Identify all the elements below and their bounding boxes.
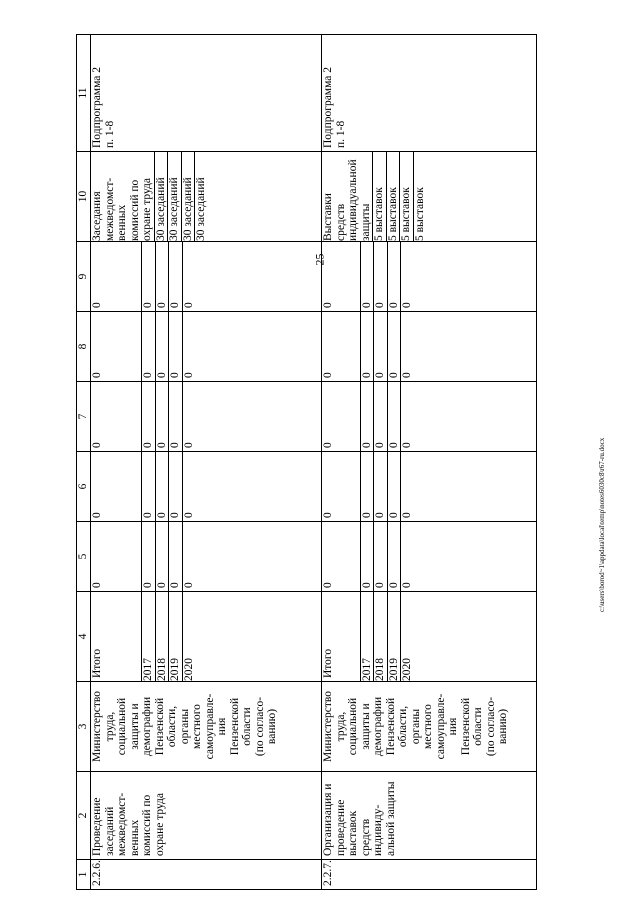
total-label: Итого bbox=[322, 648, 334, 678]
value-column bbox=[91, 242, 322, 312]
value-cell: 0 bbox=[387, 452, 401, 521]
value-column bbox=[91, 452, 322, 522]
column-number: 5 bbox=[77, 522, 91, 592]
year-label: 2017 bbox=[141, 592, 155, 681]
value-cell: 0 bbox=[400, 522, 414, 591]
indicator-cell: 30 заседаний bbox=[154, 152, 168, 241]
column-number: 9 bbox=[77, 242, 91, 312]
total-value: 0 bbox=[91, 372, 103, 378]
indicator-cell: 30 заседаний bbox=[194, 152, 208, 241]
table-row bbox=[322, 35, 537, 890]
total-value: 0 bbox=[322, 442, 334, 448]
value-cell: 0 bbox=[373, 452, 387, 521]
value-cell: 0 bbox=[182, 312, 196, 381]
value-cell: 0 bbox=[373, 382, 387, 451]
year-label: 2020 bbox=[182, 592, 196, 681]
value-cell: 0 bbox=[155, 522, 169, 591]
value-cell: 0 bbox=[155, 242, 169, 311]
indicator-cell: 30 заседаний bbox=[167, 152, 181, 241]
program-reference: Подпрограмма 2 п. 1-8 bbox=[91, 35, 322, 152]
value-cell: 0 bbox=[168, 312, 182, 381]
value-cell: 0 bbox=[400, 242, 414, 311]
total-value: 0 bbox=[322, 582, 334, 588]
year-label: 2019 bbox=[168, 592, 182, 681]
value-column bbox=[322, 452, 537, 522]
value-cell: 0 bbox=[168, 522, 182, 591]
total-value: 0 bbox=[322, 372, 334, 378]
indicator-cell: 30 заседаний bbox=[181, 152, 195, 241]
indicator-cell: 5 выставок bbox=[372, 152, 386, 241]
column-number: 8 bbox=[77, 312, 91, 382]
indicator-cell: 5 выставок bbox=[413, 152, 427, 241]
value-cell: 0 bbox=[168, 452, 182, 521]
document-file-path: c:\users\borod~1\appdata\local\temp\notes6030c8\r67-ru.docx bbox=[598, 437, 606, 612]
total-value: 0 bbox=[91, 512, 103, 518]
value-cell: 0 bbox=[360, 382, 374, 451]
value-column bbox=[322, 522, 537, 592]
activity-name: Организация и проведение выставок средств индивиду- альной защиты bbox=[322, 772, 537, 860]
value-cell: 0 bbox=[360, 242, 374, 311]
year-label: 2018 bbox=[373, 592, 387, 681]
value-cell: 0 bbox=[155, 312, 169, 381]
total-value: 0 bbox=[91, 442, 103, 448]
column-number: 10 bbox=[77, 152, 91, 242]
indicator-column bbox=[91, 152, 322, 242]
value-column bbox=[91, 312, 322, 382]
total-value: 0 bbox=[91, 302, 103, 308]
activity-number: 2.2.6. bbox=[91, 860, 322, 890]
program-activities-table bbox=[76, 34, 537, 890]
column-number: 2 bbox=[77, 772, 91, 860]
column-number: 11 bbox=[77, 35, 91, 152]
value-cell: 0 bbox=[141, 382, 155, 451]
value-cell: 0 bbox=[360, 522, 374, 591]
program-reference: Подпрограмма 2 п. 1-8 bbox=[322, 35, 537, 152]
value-column bbox=[91, 522, 322, 592]
page-number: 25 bbox=[312, 253, 327, 266]
value-cell: 0 bbox=[400, 452, 414, 521]
value-cell: 0 bbox=[360, 452, 374, 521]
value-cell: 0 bbox=[182, 452, 196, 521]
year-column bbox=[322, 592, 537, 682]
value-cell: 0 bbox=[182, 522, 196, 591]
value-cell: 0 bbox=[373, 312, 387, 381]
total-value: 0 bbox=[91, 582, 103, 588]
value-cell: 0 bbox=[141, 452, 155, 521]
column-number: 7 bbox=[77, 382, 91, 452]
value-cell: 0 bbox=[168, 382, 182, 451]
indicator-cell: 5 выставок bbox=[399, 152, 413, 241]
column-number-row bbox=[77, 35, 91, 890]
indicator-cell: 5 выставок bbox=[386, 152, 400, 241]
value-cell: 0 bbox=[400, 382, 414, 451]
indicator-header: Заседания межведомст- венных комиссий по охране труда bbox=[91, 177, 153, 241]
value-column bbox=[322, 242, 537, 312]
value-cell: 0 bbox=[387, 312, 401, 381]
table-row bbox=[91, 35, 322, 890]
total-label: Итого bbox=[91, 648, 103, 678]
column-number: 3 bbox=[77, 682, 91, 772]
value-cell: 0 bbox=[141, 522, 155, 591]
value-cell: 0 bbox=[373, 522, 387, 591]
column-number: 6 bbox=[77, 452, 91, 522]
value-cell: 0 bbox=[182, 382, 196, 451]
year-label: 2019 bbox=[387, 592, 401, 681]
value-cell: 0 bbox=[141, 242, 155, 311]
value-cell: 0 bbox=[387, 522, 401, 591]
activity-executor: Министерство труда, социальной защиты и демографии Пензенской области, органы местного самоуправле- ния Пензенской области (по согласо- ванию) bbox=[91, 682, 322, 772]
indicator-header: Выставки средств индивидуальной защиты bbox=[322, 159, 372, 241]
total-value: 0 bbox=[322, 302, 334, 308]
year-label: 2017 bbox=[360, 592, 374, 681]
activity-executor: Министерство труда, социальной защиты и демографии Пензенской области, органы местного самоуправле- ния Пензенской области (по согласо- ванию) bbox=[322, 682, 537, 772]
column-number: 1 bbox=[77, 860, 91, 890]
value-cell: 0 bbox=[387, 242, 401, 311]
value-cell: 0 bbox=[168, 242, 182, 311]
value-column bbox=[322, 382, 537, 452]
activity-number: 2.2.7. bbox=[322, 860, 537, 890]
value-cell: 0 bbox=[360, 312, 374, 381]
year-label: 2020 bbox=[400, 592, 414, 681]
value-cell: 0 bbox=[182, 242, 196, 311]
column-number: 4 bbox=[77, 592, 91, 682]
value-cell: 0 bbox=[400, 312, 414, 381]
value-column bbox=[91, 382, 322, 452]
value-cell: 0 bbox=[155, 382, 169, 451]
indicator-column bbox=[322, 152, 537, 242]
value-cell: 0 bbox=[387, 382, 401, 451]
rotated-table-wrapper bbox=[76, 35, 606, 890]
year-column bbox=[91, 592, 322, 682]
year-label: 2018 bbox=[155, 592, 169, 681]
value-cell: 0 bbox=[155, 452, 169, 521]
value-column bbox=[322, 312, 537, 382]
activity-name: Проведение заседаний межведомст- венных комиссий по охране труда bbox=[91, 772, 322, 860]
value-cell: 0 bbox=[141, 312, 155, 381]
value-cell: 0 bbox=[373, 242, 387, 311]
total-value: 0 bbox=[322, 512, 334, 518]
